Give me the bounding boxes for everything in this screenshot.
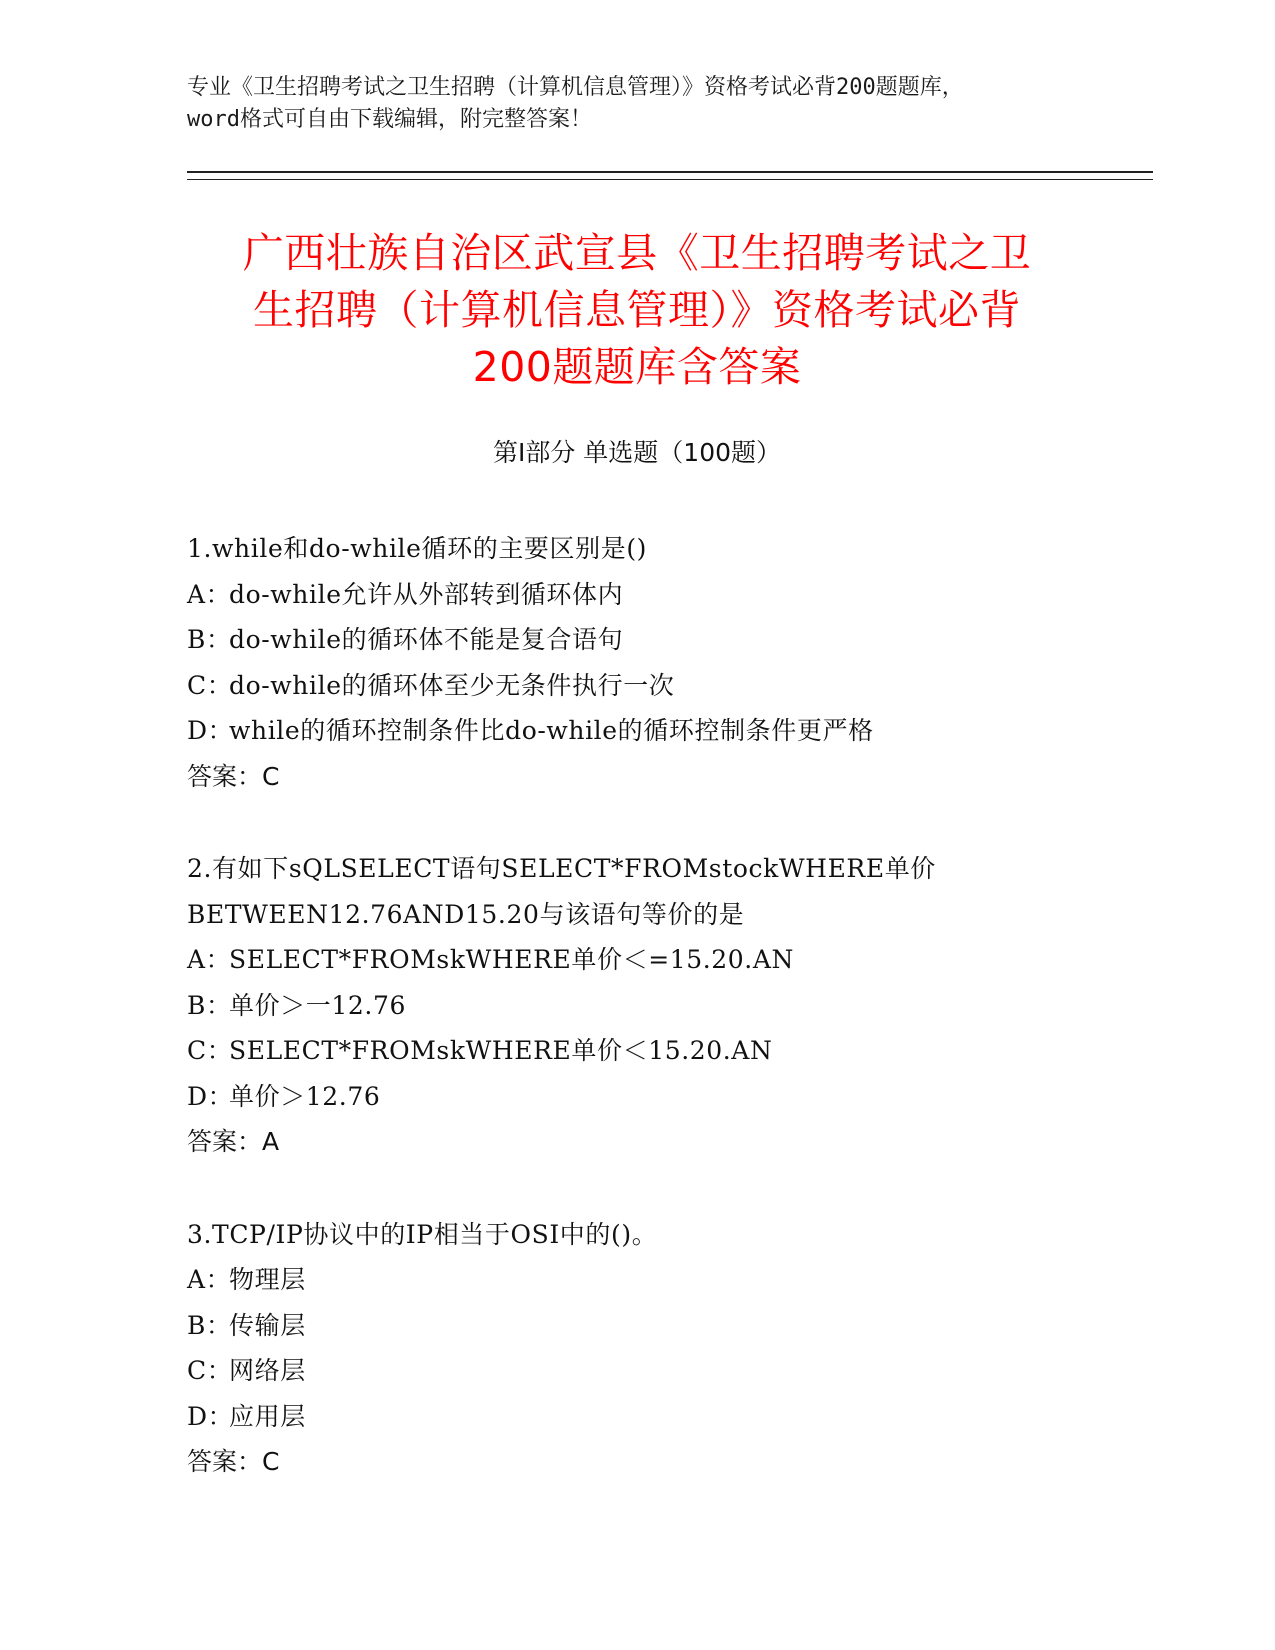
option-text: SELECT*FROMskWHERE单价＜15.20.AN	[229, 1036, 773, 1065]
option-text: do-while允许从外部转到循环体内	[229, 579, 624, 609]
option-text: 应用层	[229, 1401, 306, 1431]
question-option-a	[187, 937, 1127, 983]
header-divider-thick	[187, 171, 1153, 173]
option-text: do-while的循环体至少无条件执行一次	[229, 670, 675, 700]
option-text: while的循环控制条件比do-while的循环控制条件更严格	[229, 716, 874, 745]
option-label: C：	[187, 1356, 233, 1385]
question-option-d	[187, 708, 1127, 754]
question-option-b	[187, 983, 1127, 1029]
option-label: B：	[187, 1310, 232, 1340]
header-note-line-2: word格式可自由下载编辑，附完整答案！	[187, 107, 592, 132]
question-option-c	[187, 1028, 1127, 1074]
option-text: 物理层	[229, 1265, 306, 1294]
question-item	[187, 846, 1127, 1165]
question-option-d	[187, 1394, 1127, 1440]
option-text: 单价＞一12.76	[229, 990, 406, 1020]
option-text: do-while的循环体不能是复合语句	[229, 625, 624, 654]
option-label: A：	[187, 579, 232, 609]
option-label: A：	[187, 1265, 232, 1294]
header-note-line-1: 专业《卫生招聘考试之卫生招聘（计算机信息管理）》资格考试必背200题题库，	[187, 75, 964, 100]
option-text: SELECT*FROMskWHERE单价＜=15.20.AN	[229, 945, 794, 974]
question-option-a	[187, 572, 1127, 618]
question-option-b	[187, 1303, 1127, 1349]
option-text: 单价＞12.76	[229, 1081, 381, 1111]
option-text: 传输层	[229, 1310, 306, 1340]
question-option-c	[187, 1348, 1127, 1394]
question-stem: 1.while和do-while循环的主要区别是()	[187, 534, 648, 563]
option-label: D：	[187, 716, 234, 745]
option-label: D：	[187, 1081, 234, 1111]
document-title-line-3: 200题题库含答案	[472, 343, 802, 391]
question-stem-continued: BETWEEN12.76AND15.20与该语句等价的是	[187, 899, 745, 929]
question-option-d	[187, 1074, 1127, 1120]
option-label: C：	[187, 670, 233, 700]
question-option-c	[187, 663, 1127, 709]
question-item	[187, 526, 1127, 799]
document-title-line-2: 生招聘（计算机信息管理）》资格考试必背	[253, 286, 1021, 334]
document-title-line-1: 广西壮族自治区武宣县《卫生招聘考试之卫	[242, 229, 1032, 277]
question-answer: 答案：A	[187, 1127, 280, 1156]
option-label: B：	[187, 625, 232, 654]
option-label: D：	[187, 1401, 234, 1431]
question-stem: 3.TCP/IP协议中的IP相当于OSI中的()。	[187, 1219, 658, 1249]
header-note	[187, 72, 1087, 136]
question-item	[187, 1212, 1127, 1485]
question-answer: 答案：C	[187, 761, 280, 791]
question-stem: 2.有如下sQLSELECT语句SELECT*FROMstockWHERE单价	[187, 854, 936, 883]
section-title: 第Ⅰ部分 单选题（100题）	[492, 438, 782, 467]
option-label: C：	[187, 1036, 233, 1065]
question-option-b	[187, 617, 1127, 663]
option-text: 网络层	[229, 1356, 306, 1385]
document-title	[187, 225, 1087, 396]
option-label: B：	[187, 990, 232, 1020]
header-divider-thin	[187, 179, 1153, 180]
question-list	[187, 526, 1127, 1485]
question-answer: 答案：C	[187, 1447, 280, 1476]
option-label: A：	[187, 945, 232, 974]
question-option-a	[187, 1257, 1127, 1303]
